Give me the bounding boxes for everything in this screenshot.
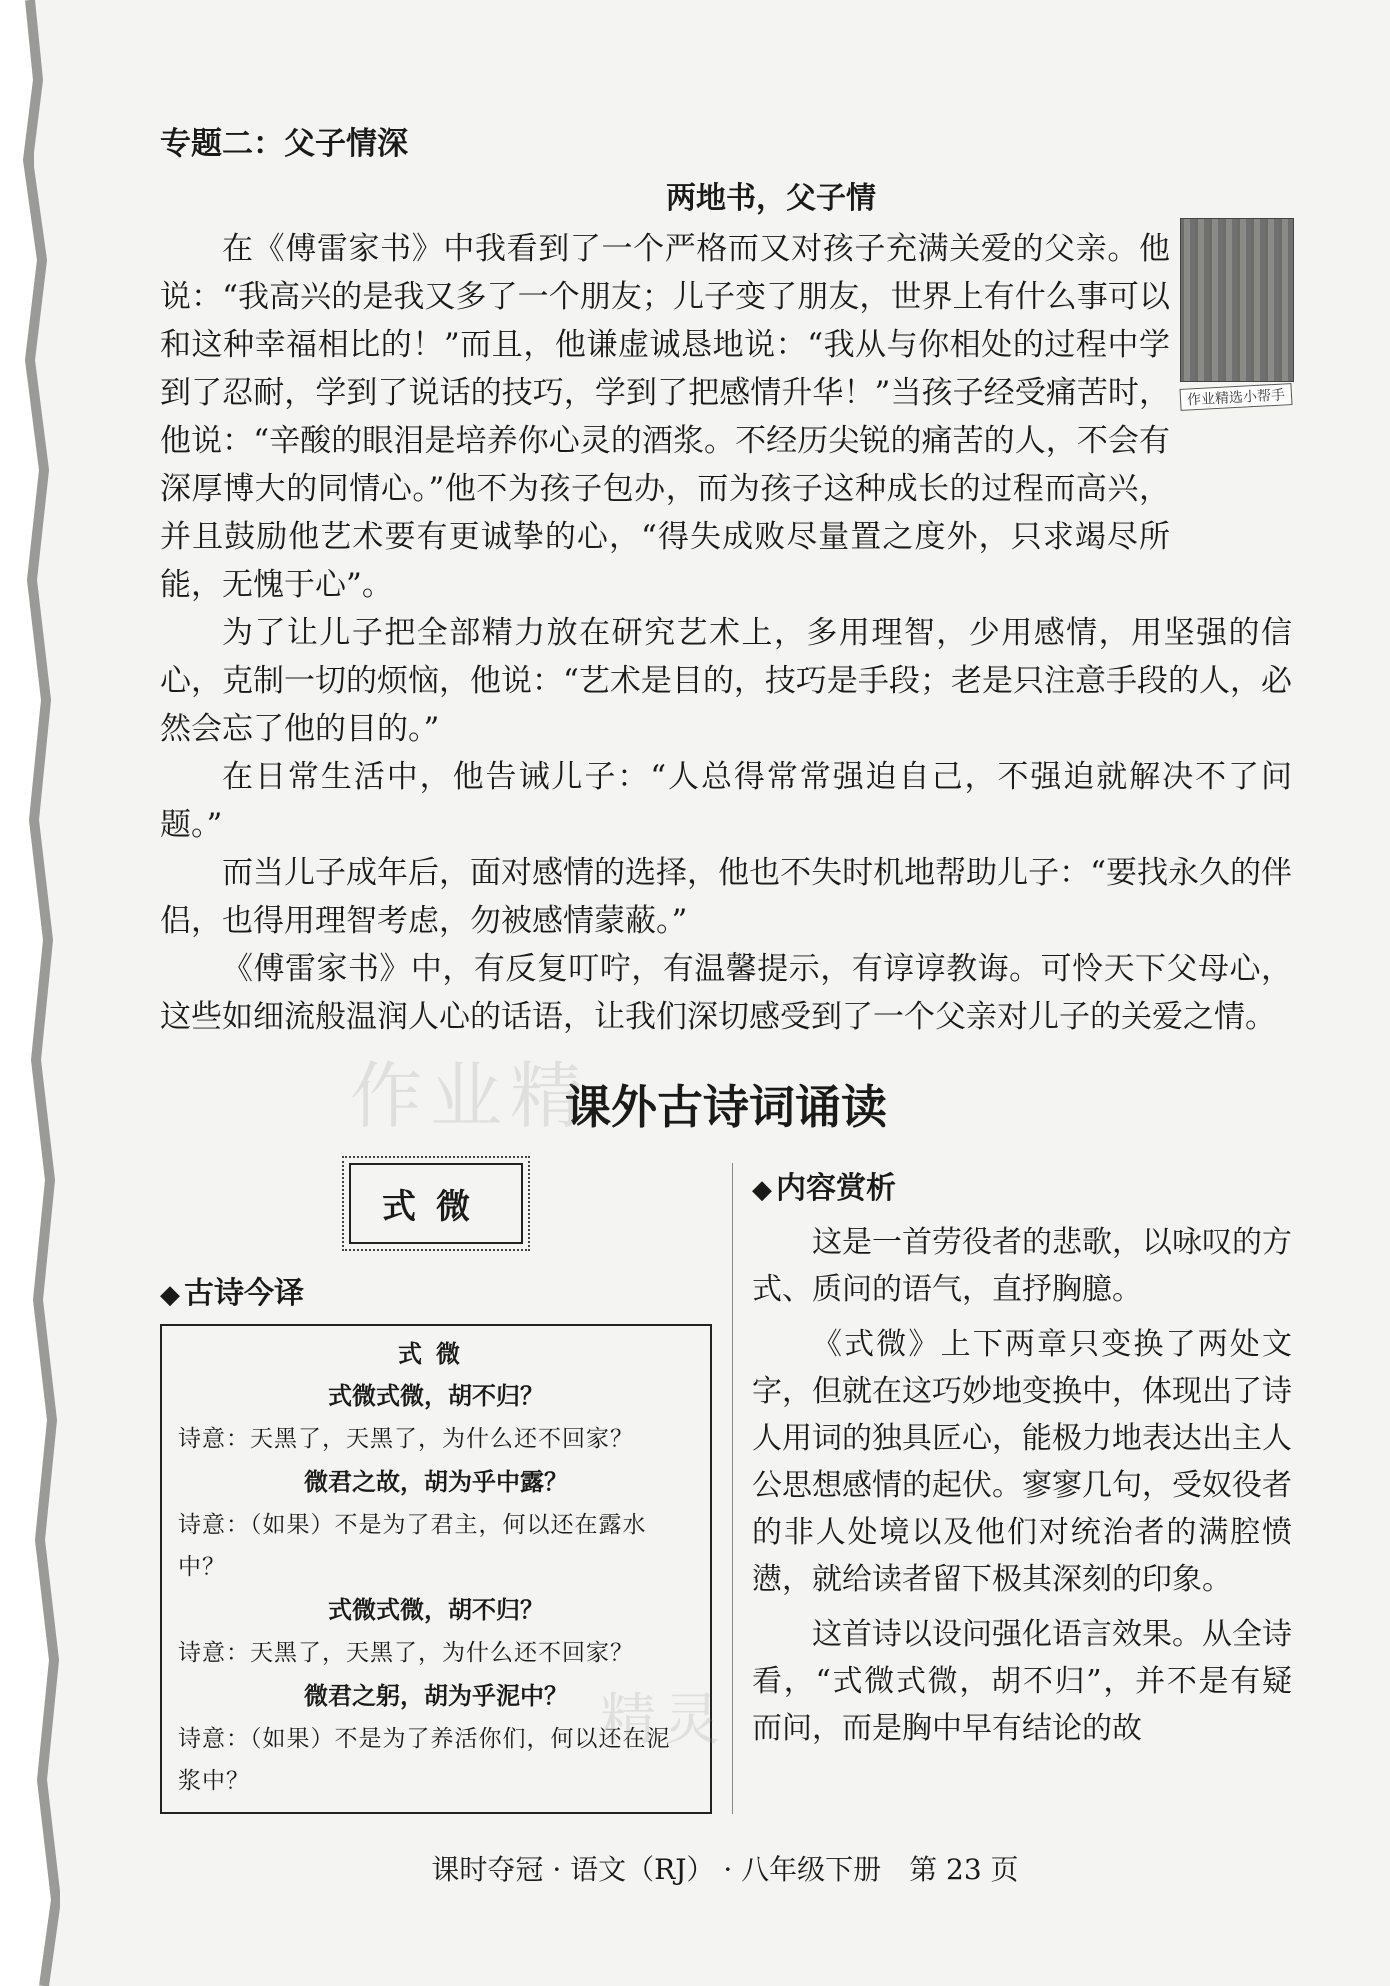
translation-box-title: 式微 [398,1340,474,1368]
essay-title: 两地书，父子情 [666,181,876,216]
photo-caption: 作业精选小帮手 [1180,383,1293,411]
poem-line: 式微式微，胡不归？ [328,1596,544,1624]
essay-paragraph: 而当儿子成年后，面对感情的选择，他也不失时机地帮助儿子：“要找永久的伴侣，也得用理智考虑，勿被感情蒙蔽。” [160,855,1292,939]
page-footer: 课时夺冠 · 语文（RJ） · 八年级下册 第 23 页 [431,1853,1019,1886]
diamond-icon: ◆ [160,1280,180,1310]
column-divider [732,1163,733,1814]
poem-line: 微君之故，胡为乎中露？ [304,1468,568,1496]
appreciation-paragraph: 这首诗以设问强化语言效果。从全诗看，“式微式微，胡不归”，并不是有疑而问，而是胸中早有结论的故 [752,1617,1292,1746]
essay-paragraph: 《傅雷家书》中，有反复叮咛，有温馨提示，有谆谆教诲。可怜天下父母心，这些如细流般温润人心的话语，让我们深切感受到了一个父亲对儿子的关爱之情。 [160,951,1292,1035]
watermark: 作业精 [350,1054,591,1138]
diamond-icon: ◆ [752,1175,772,1205]
letter-photo [1180,218,1292,418]
topic-title: 专题二：父子情深 [160,126,408,162]
poem-frame-title: 式微 [349,1163,523,1244]
appreciation-heading-text: 内容赏析 [776,1171,896,1206]
poetry-section-title: 课外古诗词诵读 [565,1080,887,1134]
poem-line: 式微式微，胡不归？ [328,1382,544,1410]
appreciation-heading [752,1163,1292,1207]
poem-meaning: 诗意：天黑了，天黑了，为什么还不回家？ [178,1640,634,1666]
poem-line: 微君之躬，胡为乎泥中？ [304,1682,568,1710]
poem-meaning: 诗意：天黑了，天黑了，为什么还不回家？ [178,1426,634,1452]
essay-paragraph: 在《傅雷家书》中我看到了一个严格而又对孩子充满关爱的父亲。他说：“我高兴的是我又多了一个朋友；儿子变了朋友，世界上有什么事可以和这种幸福相比的！”而且，他谦虚诚恳地说：“我从与你相处的过程中学到了忍耐，学到了说话的技巧，学到了把感情升华！”当孩子经受痛苦时，他说：“辛酸的眼泪是培养你心灵的酒浆。不经历尖锐的痛苦的人，不会有深厚博大的同情心。”他不为孩子包办，而为孩子这种成长的过程而高兴，并且鼓励他艺术要有更诚挚的心，“得失成败尽量置之度外，只求竭尽所能，无愧于心”。 [160,231,1170,603]
translation-heading [160,1268,712,1312]
translation-heading-text: 古诗今译 [184,1276,304,1311]
poem-meaning: 诗意：（如果）不是为了君主，何以还在露水中？ [178,1512,647,1580]
watermark: 精灵 [600,1688,728,1753]
torn-page-edge [0,0,34,1986]
essay-body [160,225,1292,1041]
essay-paragraph: 在日常生活中，他告诫儿子：“人总得常常强迫自己，不强迫就解决不了问题。” [160,759,1292,843]
essay-paragraph: 为了让儿子把全部精力放在研究艺术上，多用理智，少用感情，用坚强的信心，克制一切的烦恼，他说：“艺术是目的，技巧是手段；老是只注意手段的人，必然会忘了他的目的。” [160,615,1292,747]
appreciation-paragraph: 《式微》上下两章只变换了两处文字，但就在这巧妙地变换中，体现出了诗人用词的独具匠心，能极力地表达出主人公思想感情的起伏。寥寥几句，受奴役者的非人处境以及他们对统治者的满腔愤懑，就给读者留下极其深刻的印象。 [752,1327,1292,1597]
letter-image [1180,218,1294,382]
poem-meaning: 诗意：（如果）不是为了养活你们，何以还在泥浆中？ [178,1726,671,1794]
appreciation-column [752,1163,1292,1814]
page-content [160,118,1292,1814]
appreciation-paragraph: 这是一首劳役者的悲歌，以咏叹的方式、质问的语气，直抒胸臆。 [752,1225,1292,1307]
